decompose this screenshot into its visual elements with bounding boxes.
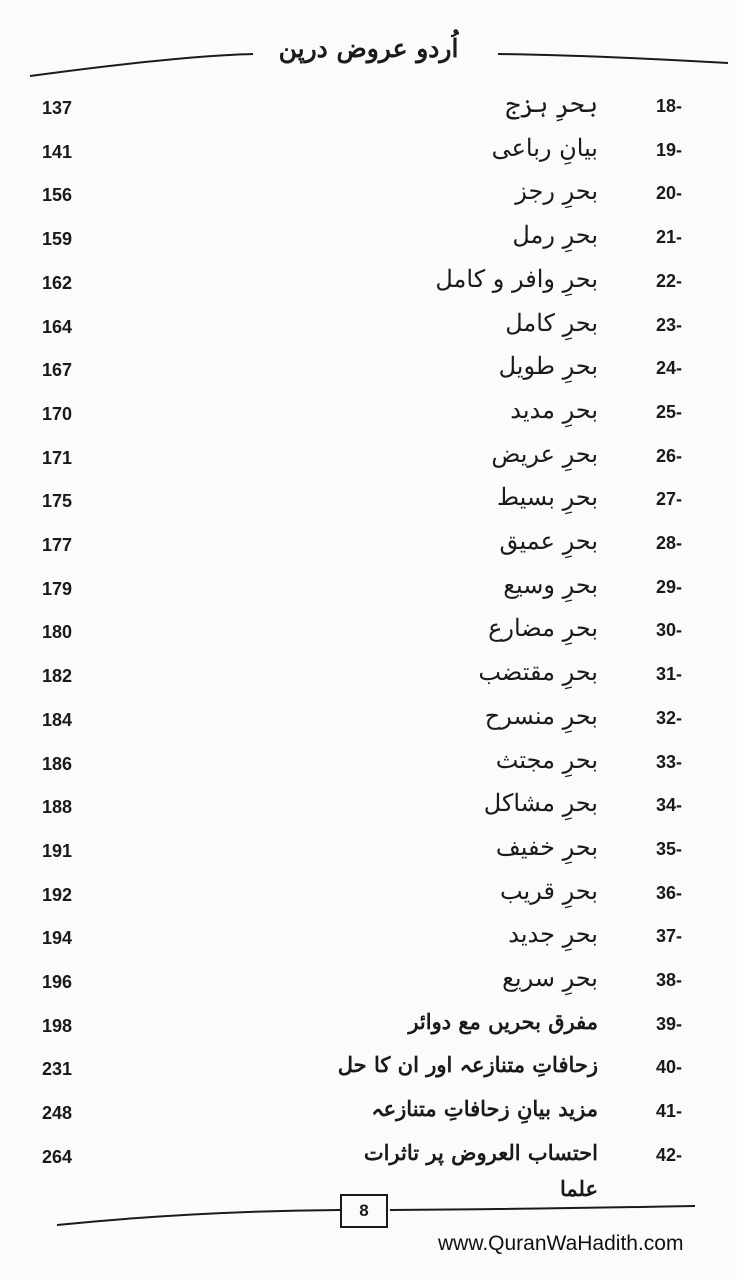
toc-entry-number: 34- xyxy=(655,795,682,816)
toc-page-number: 180 xyxy=(42,622,73,643)
toc-entry-title: بحرِ بسیط xyxy=(496,483,598,512)
toc-page-number: 167 xyxy=(42,360,73,381)
toc-entry-number: 32- xyxy=(655,707,682,728)
toc-entry-number: 28- xyxy=(655,533,682,553)
toc-entry-title: زحافاتِ متنازعہ اور ان کا حل xyxy=(337,1052,598,1078)
toc-entry-title: بحرِ سریع xyxy=(502,964,598,992)
toc-page-number: 162 xyxy=(42,272,73,293)
toc-entry-title: بحرِ مضارع xyxy=(488,614,598,643)
toc-entry-title: بیانِ رباعی xyxy=(491,133,598,162)
toc-row xyxy=(0,436,737,480)
toc-entry-title: بحرِ ہزج xyxy=(505,90,598,118)
toc-page-number: 191 xyxy=(42,840,73,861)
toc-row xyxy=(0,654,737,698)
toc-row xyxy=(0,1091,737,1135)
toc-row xyxy=(0,173,737,217)
toc-page-number: 137 xyxy=(42,98,73,118)
toc-entry-number: 38- xyxy=(655,970,682,990)
toc-entry-number: 42- xyxy=(655,1144,682,1165)
toc-entry-number: 30- xyxy=(655,620,682,641)
toc-page-number: 175 xyxy=(42,491,73,512)
toc-page-number: 156 xyxy=(42,185,73,206)
toc-entry-title: بحرِ مقتضب xyxy=(478,658,598,687)
toc-entry-number: 22- xyxy=(655,270,682,291)
toc-page-number: 164 xyxy=(42,316,73,337)
header-rule xyxy=(28,40,728,90)
toc-row xyxy=(0,479,737,523)
toc-page-number: 159 xyxy=(42,229,73,250)
toc-entry-title: بحرِ مشاکل xyxy=(483,789,598,818)
toc-row xyxy=(0,785,737,829)
toc-row xyxy=(0,742,737,786)
toc-row xyxy=(0,217,737,261)
toc-entry-title: بحرِ خفیف xyxy=(495,832,598,861)
toc-entry-number: 20- xyxy=(655,183,682,204)
toc-row xyxy=(0,610,737,654)
toc-row xyxy=(0,698,737,742)
toc-page-number: 179 xyxy=(42,578,73,599)
toc-row xyxy=(0,1135,737,1201)
toc-entry-number: 31- xyxy=(655,664,682,685)
running-header-title: اُردو عروض درپن xyxy=(278,34,459,63)
toc-row xyxy=(0,392,737,436)
toc-row xyxy=(0,348,737,392)
toc-entry-title: بحرِ مجتث xyxy=(495,745,598,774)
toc-page-number: 170 xyxy=(42,403,73,424)
toc-entry-title: احتساب العروض پر تاثرات علما xyxy=(363,1139,598,1201)
toc-row xyxy=(0,960,737,1004)
toc-row xyxy=(0,873,737,917)
toc-entry-number: 24- xyxy=(655,358,682,379)
toc-page-number: 141 xyxy=(42,141,73,162)
toc-entry-title: بحرِ عریض xyxy=(491,439,598,468)
toc-entry-title: بحرِ عمیق xyxy=(499,527,598,555)
toc-row xyxy=(0,523,737,567)
toc-page-number: 171 xyxy=(42,447,73,468)
toc-entry-number: 29- xyxy=(655,576,682,597)
toc-entry-number: 33- xyxy=(655,751,682,772)
toc-entry-number: 40- xyxy=(655,1057,682,1078)
toc-row xyxy=(0,1004,737,1048)
toc-entry-number: 18- xyxy=(655,96,682,116)
toc-page-number: 264 xyxy=(42,1146,73,1167)
toc-page-number: 182 xyxy=(42,666,73,687)
toc-entry-title: بحرِ قریب xyxy=(499,876,598,905)
toc-entry-title: مفرق بحریں مع دوائر xyxy=(408,1008,598,1034)
website-watermark: www.QuranWaHadith.com xyxy=(438,1232,684,1255)
toc-page-number: 188 xyxy=(42,797,73,818)
toc-entry-number: 27- xyxy=(655,489,682,510)
toc-entry-title: بحرِ رجز xyxy=(515,177,598,206)
toc-entry-title: بحرِ جدید xyxy=(508,920,598,949)
toc-entry-title: بحرِ وسیع xyxy=(503,570,598,599)
toc-entry-number: 35- xyxy=(655,838,682,859)
toc-entry-title: بحرِ مدید xyxy=(510,395,598,424)
toc-row xyxy=(0,261,737,305)
toc-entry-title: بحرِ منسرح xyxy=(484,701,598,730)
toc-page-number: 196 xyxy=(42,972,73,992)
toc-row xyxy=(0,916,737,960)
toc-row xyxy=(0,567,737,611)
toc-entry-number: 19- xyxy=(655,139,682,160)
toc-page-number: 248 xyxy=(42,1103,73,1124)
toc-entry-title: بحرِ رمل xyxy=(512,221,598,250)
toc-entry-number: 25- xyxy=(655,401,682,422)
page-number-box: 8 xyxy=(340,1194,388,1228)
toc-row xyxy=(0,829,737,873)
toc-row xyxy=(0,86,737,130)
toc-entry-number: 26- xyxy=(655,445,682,466)
toc-row xyxy=(0,305,737,349)
toc-row xyxy=(0,1047,737,1091)
toc-page-number: 198 xyxy=(42,1015,73,1036)
toc-entry-number: 21- xyxy=(655,227,682,248)
toc-entry-number: 37- xyxy=(655,926,682,947)
toc-entry-number: 39- xyxy=(655,1013,682,1034)
toc-entry-title: بحرِ کامل xyxy=(505,308,598,337)
toc-entry-number: 36- xyxy=(655,882,682,903)
toc-entry-title: بحرِ وافر و کامل xyxy=(435,264,598,293)
toc-entry-title: مزید بیانِ زحافاتِ متنازعہ xyxy=(371,1096,598,1122)
toc-page-number: 184 xyxy=(42,709,73,730)
toc-page-number: 194 xyxy=(42,928,73,949)
toc-page-number: 186 xyxy=(42,753,73,774)
toc-page-number: 177 xyxy=(42,535,73,555)
toc-entry-number: 23- xyxy=(655,314,682,335)
toc-page-number: 192 xyxy=(42,884,73,905)
toc-page-number: 231 xyxy=(42,1059,73,1080)
toc-row xyxy=(0,130,737,174)
toc-entry-number: 41- xyxy=(655,1101,682,1122)
toc-entry-title: بحرِ طویل xyxy=(498,352,598,381)
